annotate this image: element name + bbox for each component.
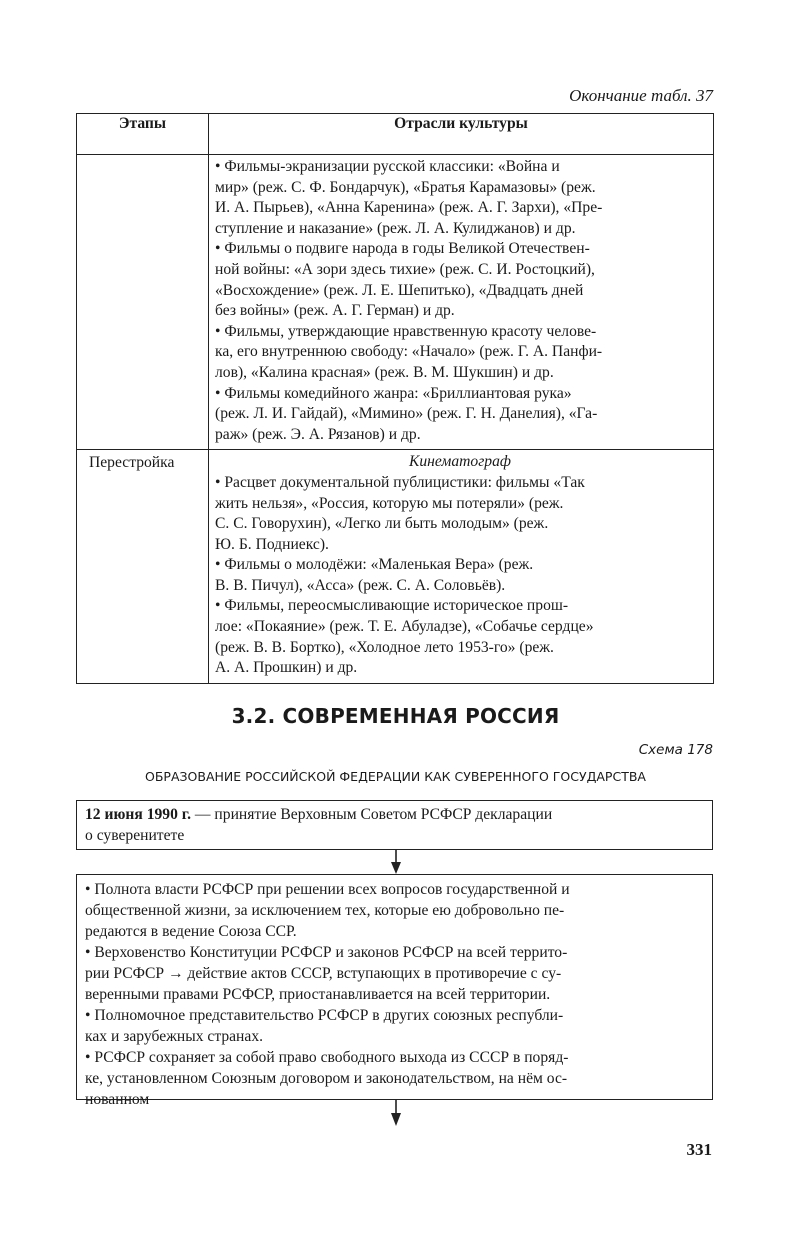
text-line: общественной жизни, за исключением тех, которые ею добровольно пе-	[85, 902, 565, 919]
text-line: ка, его внутреннюю свободу: «Начало» (реж. Г. А. Панфи-	[215, 343, 603, 361]
text-line: ступление и наказание» (реж. Л. А. Кулиджанов) и др.	[215, 219, 576, 237]
table-row	[77, 155, 714, 450]
down-arrow-icon	[389, 850, 403, 874]
text-line: Ю. Б. Подниекс).	[215, 535, 329, 553]
header-culture-branches: Отрасли культуры	[209, 114, 714, 155]
content-cell	[209, 450, 714, 684]
table-header-row	[77, 114, 714, 155]
table-continuation-note: Окончание табл. 37	[569, 86, 713, 105]
declaration-text: — принятие Верховным Советом РСФСР декларации	[191, 806, 553, 823]
text-line: • РСФСР сохраняет за собой право свободного выхода из СССР в поряд-	[85, 1049, 569, 1066]
stage-cell	[77, 155, 209, 450]
text-line: без войны» (реж. А. Г. Герман) и др.	[215, 302, 455, 320]
text-line: редаются в ведение Союза ССР.	[85, 923, 297, 940]
text-line: • Фильмы, утверждающие нравственную красоту челове-	[215, 322, 597, 340]
content-cell	[209, 155, 714, 450]
text-line: • Полнота власти РСФСР при решении всех вопросов государственной и	[85, 881, 570, 898]
text-line: • Полномочное представительство РСФСР в других союзных республи-	[85, 1007, 564, 1024]
text-line: В. В. Пичул), «Асса» (реж. С. А. Соловьёв).	[215, 576, 506, 594]
header-stages: Этапы	[77, 114, 209, 155]
text-line: • Фильмы о молодёжи: «Маленькая Вера» (реж.	[215, 556, 534, 574]
text-line: лое: «Покаяние» (реж. Т. Е. Абуладзе), «Собачье сердце»	[215, 618, 594, 636]
text-line: (реж. В. В. Бортко), «Холодное лето 1953-го» (реж.	[215, 638, 554, 656]
text-line: • Фильмы комедийного жанра: «Бриллиантовая рука»	[215, 384, 572, 402]
text-line: ке, установленном Союзным договором и законодательством, на нём ос-	[85, 1070, 568, 1087]
text-line: • Верховенство Конституции РСФСР и законов РСФСР на всей террито-	[85, 944, 568, 961]
down-arrow-icon	[389, 1100, 403, 1126]
text-line: ках и зарубежных странах.	[85, 1028, 264, 1045]
text-line: лов), «Калина красная» (реж. В. М. Шукшин) и др.	[215, 363, 554, 381]
scheme-number: Схема 178	[638, 742, 713, 758]
text-line: • Фильмы о подвиге народа в годы Великой Отечествен-	[215, 240, 590, 258]
section-title: 3.2. СОВРЕМЕННАЯ РОССИЯ	[231, 704, 560, 728]
scheme-title: ОБРАЗОВАНИЕ РОССИЙСКОЙ ФЕДЕРАЦИИ КАК СУВЕРЕННОГО ГОСУДАРСТВА	[145, 769, 646, 784]
text-line: «Восхождение» (реж. Л. Е. Шепитько), «Двадцать дней	[215, 281, 584, 299]
text-line: ной войны: «А зори здесь тихие» (реж. С. И. Ростоцкий),	[215, 260, 595, 278]
text-line: веренными правами РСФСР, приостанавливается на всей территории.	[85, 986, 551, 1003]
stage-cell: Перестройка	[77, 450, 209, 684]
culture-table	[76, 113, 714, 684]
scheme-box-declaration	[76, 800, 713, 850]
text-line: • Фильмы-экранизации русской классики: «Война и	[215, 158, 560, 175]
text-line: (реж. Л. И. Гайдай), «Мимино» (реж. Г. Н. Данелия), «Га-	[215, 405, 598, 423]
text-line: А. А. Прошкин) и др.	[215, 659, 358, 677]
declaration-date: 12 июня 1990 г.	[85, 806, 192, 823]
text-line: • Расцвет документальной публицистики: фильмы «Так	[215, 473, 585, 491]
text-line: рии РСФСР → действие актов СССР, вступающих в противоречие с су-	[85, 965, 562, 982]
declaration-text-line2: о суверенитете	[85, 827, 185, 844]
text-line: жить нельзя», «Россия, которую мы потеряли» (реж.	[215, 494, 564, 512]
table-row	[77, 450, 714, 684]
text-line: нованном	[85, 1091, 150, 1108]
scheme-box-principles	[76, 874, 713, 1108]
text-line: И. А. Пырьев), «Анна Каренина» (реж. А. Г. Зархи), «Пре-	[215, 199, 603, 217]
text-line: раж» (реж. Э. А. Рязанов) и др.	[215, 425, 421, 443]
text-line: мир» (реж. С. Ф. Бондарчук), «Братья Карамазовы» (реж.	[215, 178, 596, 196]
text-line: С. С. Говорухин), «Легко ли быть молодым» (реж.	[215, 515, 549, 533]
page-number: 331	[686, 1140, 712, 1159]
cell-subtitle: Кинематограф	[409, 453, 511, 471]
text-line: • Фильмы, переосмысливающие историческое прош-	[215, 597, 569, 615]
